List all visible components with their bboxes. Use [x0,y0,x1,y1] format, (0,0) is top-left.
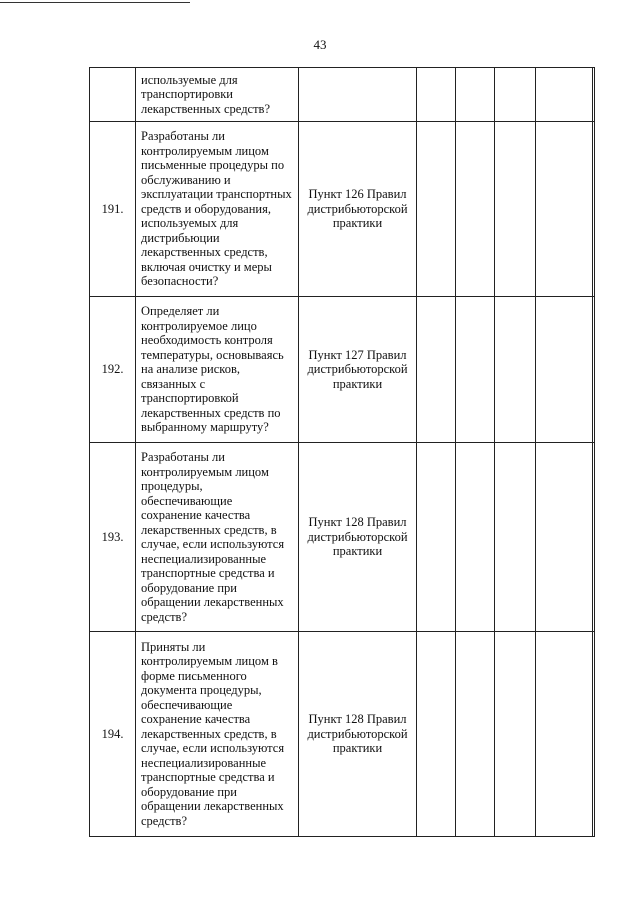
question-line: Разработаны ли [141,450,225,464]
question-line: сохранение качества [141,712,251,727]
question-line: необходимость контроля [141,333,273,348]
reference-line: практики [332,741,383,756]
header-rule [0,2,190,3]
answer-cell [456,122,495,297]
answer-cell [495,297,536,443]
question-line: оборудование при [141,580,237,595]
question-line: письменные процедуры по [141,158,285,173]
question-line: средств? [141,813,188,828]
question-cell [136,632,299,837]
reference-line: практики [332,216,383,231]
table-row [90,443,595,632]
question-line: транспортные средства и [141,770,275,785]
question-line: Определяет ли [141,304,220,319]
table-row [90,122,595,297]
answer-cell [495,68,536,122]
reference-line: дистрибьюторской [307,726,408,741]
question-line: транспортировки [141,87,233,102]
answer-cell [593,297,595,443]
answer-cell [417,632,456,837]
question-line: контролируемым лицом в [141,654,278,669]
answer-cell [417,443,456,632]
answer-cell [536,632,593,837]
question-line: контролируемым лицом [141,143,269,158]
question-line: контролируемое лицо [141,318,257,333]
reference-line: Пункт 127 Правил [308,347,407,362]
question-line: обращении лекарственных [141,595,284,609]
question-line: Разработаны ли [141,129,225,144]
table-row [90,68,595,122]
question-line: оборудование при [141,784,237,799]
reference-line: дистрибьюторской [307,529,408,544]
question-line: дистрибьюции [141,230,220,245]
question-line: средств? [141,609,188,624]
row-number: 193. [90,443,136,632]
reference-line: Пункт 126 Правил [308,187,407,202]
table-row [90,297,595,443]
question-line: связанных с [141,376,206,391]
question-line: обращении лекарственных [141,799,284,814]
row-number: 191. [90,122,136,297]
answer-cell [536,443,593,632]
question-cell [136,443,299,632]
question-line: обслуживанию и [141,172,231,187]
question-cell [136,68,299,122]
table-row [90,632,595,837]
question-line: температуры, основываясь [141,347,284,362]
question-line: документа процедуры, [141,683,262,698]
question-line: неспециализированные [141,755,267,770]
question-line: лекарственных средств, в [141,726,277,741]
question-line: форме письменного [141,668,247,683]
question-line: выбранному маршруту? [141,420,269,435]
answer-cell [495,632,536,837]
question-line: лекарственных средств по [141,405,281,420]
answer-cell [456,632,495,837]
question-line: контролируемым лицом [141,464,269,479]
answer-cell [593,122,595,297]
question-line: процедуры, [141,479,203,493]
answer-cell [417,297,456,443]
question-line: обеспечивающие [141,697,233,712]
reference-cell [299,297,417,443]
question-line: эксплуатации транспортных [141,187,292,202]
question-cell [136,122,299,297]
answer-cell [495,122,536,297]
question-line: используемые для [141,72,238,87]
question-line: сохранение качества [141,508,251,522]
answer-cell [536,68,593,122]
reference-cell [299,122,417,297]
question-line: включая очистку и меры [141,259,272,274]
page-number: 43 [313,37,327,52]
answer-cell [417,68,456,122]
question-cell [136,297,299,443]
reference-line: практики [332,376,383,391]
reference-line: дистрибьюторской [307,362,408,377]
row-number: 192. [90,297,136,443]
answer-cell [536,122,593,297]
row-number: 194. [90,632,136,837]
question-line: средств и оборудования, [141,201,271,216]
question-line: обеспечивающие [141,493,233,508]
answer-cell [456,68,495,122]
question-line: лекарственных средств, в [141,522,277,537]
answer-cell [495,443,536,632]
reference-cell [299,632,417,837]
answer-cell [456,443,495,632]
answer-cell [593,68,595,122]
reference-cell [299,68,417,122]
answer-cell [593,443,595,632]
reference-cell [299,443,417,632]
question-line: лекарственных средств? [141,101,271,116]
answer-cell [417,122,456,297]
question-line: Приняты ли [141,639,206,654]
reference-line: дистрибьюторской [307,201,408,216]
question-line: лекарственных средств, [141,245,268,260]
question-line: случае, если используются [141,741,285,756]
answer-cell [456,297,495,443]
question-line: транспортировкой [141,391,239,406]
answer-cell [593,632,595,837]
question-line: транспортные средства и [141,566,275,580]
checklist-table [89,67,595,837]
question-line: случае, если используются [141,537,285,551]
question-line: используемых для [141,216,239,231]
question-line: неспециализированные [141,551,267,566]
reference-line: Пункт 128 Правил [308,712,407,727]
question-line: безопасности? [141,274,219,289]
question-line: на анализе рисков, [141,362,240,377]
row-number [90,68,136,122]
reference-line: Пункт 128 Правил [308,515,407,530]
reference-line: практики [332,544,383,559]
answer-cell [536,297,593,443]
